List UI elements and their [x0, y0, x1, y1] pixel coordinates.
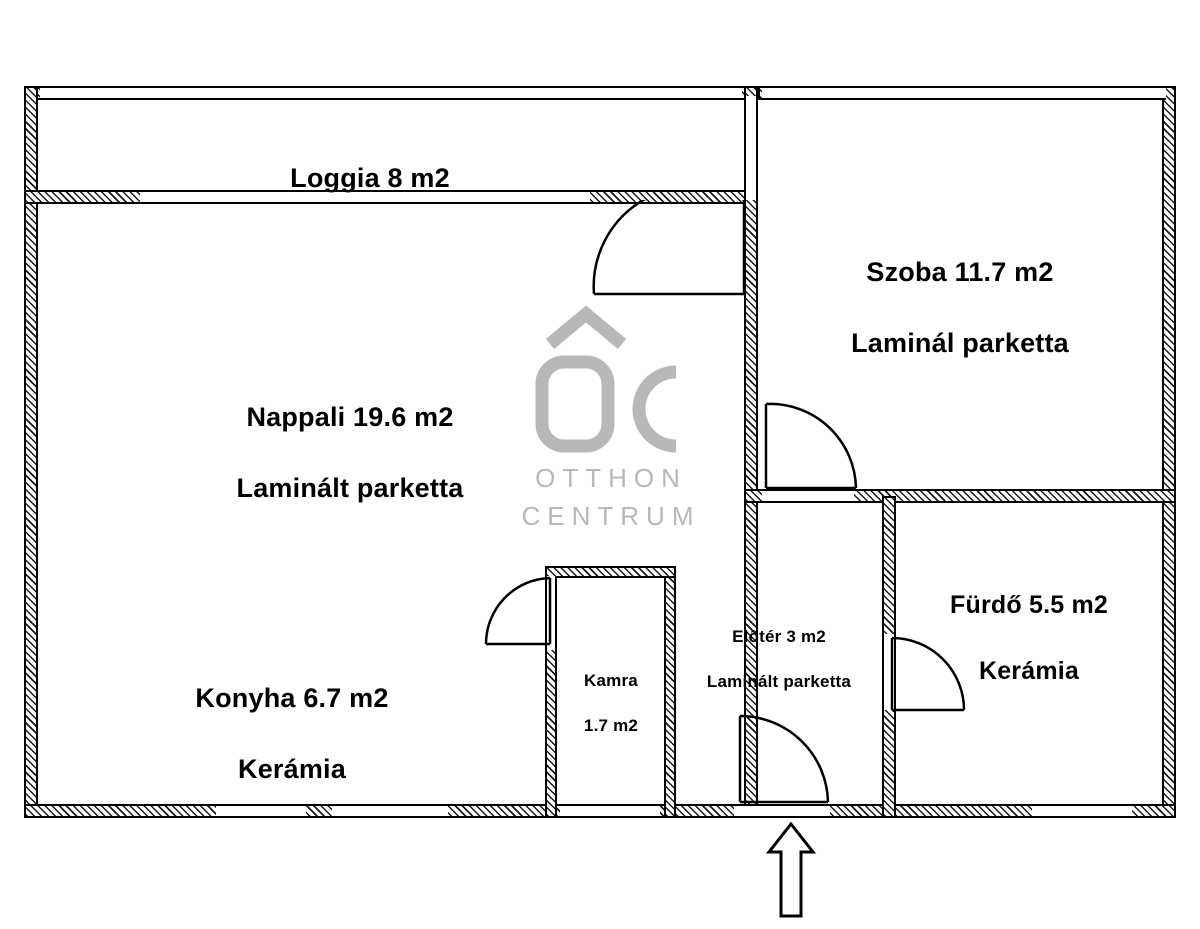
- room-label-szoba-flooring: Laminál parketta: [851, 327, 1069, 358]
- window-kamra-bottom: [560, 804, 660, 818]
- room-label-nappali-title: Nappali 19.6 m2: [246, 401, 454, 432]
- wall-kamra-top: [545, 566, 676, 578]
- room-label-konyha-title: Konyha 6.7 m2: [195, 682, 389, 713]
- room-label-konyha: [112, 645, 472, 823]
- room-label-eloter-title: Előtér 3 m2: [732, 627, 826, 647]
- watermark-line-1: OTTHON: [535, 463, 687, 493]
- room-label-szoba-title: Szoba 11.7 m2: [866, 256, 1054, 287]
- door-swing-kamra: [482, 576, 554, 650]
- room-label-konyha-flooring: Kerámia: [238, 753, 346, 784]
- window-furdo-bottom: [1032, 804, 1132, 818]
- room-label-furdo-flooring: Kerámia: [978, 657, 1080, 685]
- room-label-furdo-title: Fürdő 5.5 m2: [950, 591, 1108, 619]
- wall-exterior-right: [1162, 86, 1176, 818]
- room-label-kamra: [556, 648, 666, 760]
- room-label-loggia: [180, 125, 560, 232]
- window-szoba-top: [762, 86, 1166, 100]
- room-label-eloter: [676, 604, 882, 716]
- door-opening-nappali: [744, 96, 758, 200]
- room-label-szoba: [784, 219, 1136, 397]
- room-label-furdo: [900, 556, 1158, 721]
- window-loggia-top: [40, 86, 742, 100]
- door-swing-szoba: [760, 402, 860, 492]
- door-swing-entrance: [736, 714, 832, 806]
- room-label-kamra-title: Kamra: [584, 671, 638, 691]
- entrance-arrow-icon: [765, 822, 817, 918]
- room-label-loggia-title: Loggia 8 m2: [290, 162, 450, 193]
- room-label-nappali-flooring: Laminált parketta: [236, 472, 464, 503]
- door-opening-entrance: [734, 804, 830, 818]
- room-label-kamra-area: 1.7 m2: [583, 716, 639, 736]
- door-swing-nappali: [592, 200, 748, 300]
- watermark-line-2: CENTRUM: [521, 500, 701, 531]
- room-label-nappali: [158, 364, 542, 542]
- room-label-eloter-flooring: Laminált parketta: [706, 672, 852, 692]
